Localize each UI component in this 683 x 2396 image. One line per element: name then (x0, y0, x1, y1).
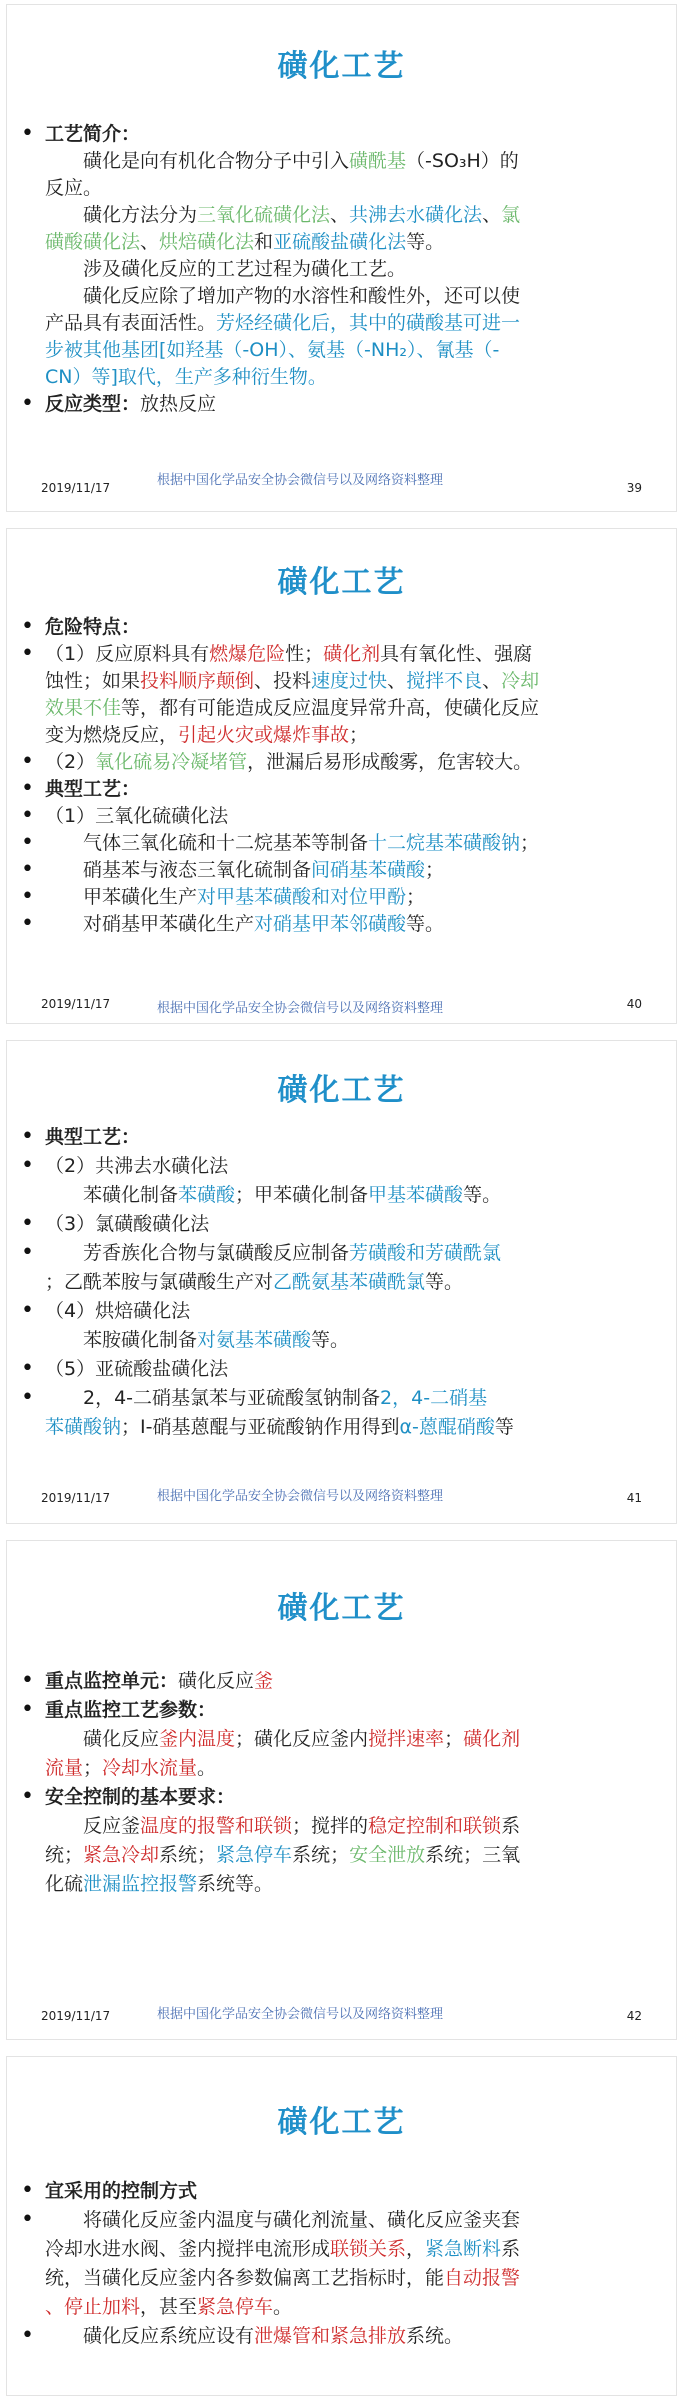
text-segment: 、停止加料 (45, 2296, 141, 2318)
text-segment: 危险特点： (45, 616, 141, 638)
text-segment: 流量 (45, 1757, 84, 1779)
text-segment: （4）烘焙磺化法 (45, 1300, 191, 1322)
text-line (45, 640, 646, 668)
text-line (45, 2264, 646, 2292)
text-segment: 统； (45, 1844, 84, 1866)
text-segment: 2，4-二硝基 (380, 1387, 488, 1409)
text-segment: 磺酰基 (349, 150, 407, 172)
text-segment: ；搅拌的 (292, 1815, 369, 1837)
text-segment: 化硫 (45, 1873, 84, 1895)
text-segment: 系统；三氧 (425, 1844, 521, 1866)
text-segment: 苯胺磺化制备 (45, 1329, 198, 1351)
text-line (45, 910, 646, 938)
slide-39 (6, 4, 677, 512)
page-number: 42 (626, 2009, 642, 2023)
text-segment: 系统。 (406, 2325, 464, 2347)
text-segment: 对氨基苯磺酸 (197, 1329, 312, 1351)
text-segment: 磺化方法分为 (45, 204, 198, 226)
footer-source: 根据中国化学品安全协会微信号以及网络资料整理 (157, 1489, 444, 1504)
text-segment: 磺化剂 (323, 643, 381, 665)
slide-title: 磺化工艺 (277, 1073, 406, 1108)
text-segment: 甲苯磺化生产 (45, 886, 198, 908)
text-segment: ；Ⅰ-硝基蒽醌与亚硫酸钠作用得到 (121, 1416, 400, 1438)
text-segment: 重点监控工艺参数： (45, 1699, 217, 1721)
text-segment: 紧急停车 (197, 2296, 274, 2318)
text-segment: 芳香族化合物与氯磺酸反应制备 (45, 1242, 350, 1264)
text-segment: 苯磺化制备 (45, 1184, 179, 1206)
text-segment: 泄漏监控报警 (83, 1873, 198, 1895)
text-segment: 重点监控单元： (45, 1670, 179, 1692)
text-segment: 硝基苯与液态三氧化硫制备 (45, 859, 312, 881)
text-line (45, 1152, 646, 1180)
text-segment: 芳烃经磺化后，其中的磺酸基可进一 (216, 312, 521, 334)
text-segment: （5）亚硫酸盐磺化法 (45, 1358, 229, 1380)
text-line (45, 883, 646, 911)
text-segment: 等。 (425, 1271, 464, 1293)
slide-title: 磺化工艺 (277, 49, 406, 84)
text-segment: ； (444, 1728, 464, 1750)
text-segment: 、 (482, 670, 502, 692)
text-segment: 系统； (159, 1844, 217, 1866)
text-line (45, 228, 646, 256)
footer-source: 根据中国化学品安全协会微信号以及网络资料整理 (157, 1001, 444, 1016)
text-segment: 紧急断料 (425, 2238, 502, 2260)
text-segment: α-蒽醌硝酸 (399, 1416, 495, 1438)
text-segment: 反应类型： (45, 393, 141, 415)
text-segment: 芳磺酸和芳磺酰氯 (349, 1242, 502, 1264)
text-segment: 步被其他基团[如羟基（-OH）、氨基（-NH₂）、氰基（- (45, 339, 500, 361)
text-line (45, 1268, 646, 1296)
text-segment: 等。 (463, 1184, 502, 1206)
text-segment: 、 (330, 204, 350, 226)
text-line (45, 1239, 646, 1267)
text-segment: 磺酸磺化法 (45, 231, 141, 253)
text-segment: 蚀性；如果 (45, 670, 141, 692)
text-segment: 、 (140, 231, 160, 253)
text-segment: 泄爆管和紧急排放 (254, 2325, 407, 2347)
text-segment: 烘焙磺化法 (159, 231, 255, 253)
text-segment: 反应。 (45, 177, 103, 199)
text-segment: 间硝基苯磺酸 (311, 859, 426, 881)
text-line (45, 721, 646, 749)
text-line (45, 201, 646, 229)
page-number: 40 (626, 997, 642, 1011)
text-segment: 亚硫酸盐磺化法 (273, 231, 407, 253)
text-line (45, 1783, 646, 1811)
text-line (45, 390, 646, 418)
text-line (45, 856, 646, 884)
text-segment: ； (520, 832, 540, 854)
text-segment: 搅拌速率 (368, 1728, 445, 1750)
text-segment: 十二烷基苯磺酸钠 (368, 832, 521, 854)
text-segment: 氧化硫易冷凝堵管 (95, 751, 248, 773)
text-segment: 系统； (292, 1844, 350, 1866)
text-segment: ， (406, 2238, 426, 2260)
text-segment: 典型工艺： (45, 1126, 141, 1148)
text-segment: 安全控制的基本要求： (45, 1786, 236, 1808)
slide-title: 磺化工艺 (277, 2105, 406, 2140)
text-segment: 对甲基苯磺酸和对位甲酚 (197, 886, 407, 908)
text-segment: 等，都有可能造成反应温度异常升高，使磺化反应 (121, 697, 540, 719)
text-segment: ，泄漏后易形成酸雾，危害较大。 (247, 751, 533, 773)
text-line (45, 1181, 646, 1209)
text-segment: 稳定控制和联锁 (368, 1815, 502, 1837)
text-line (45, 120, 646, 148)
text-segment: 磺化反应系统应设有 (45, 2325, 255, 2347)
page-number: 39 (626, 481, 642, 495)
text-segment: 变为燃烧反应， (45, 724, 179, 746)
text-segment: 磺化剂 (463, 1728, 521, 1750)
text-segment: ； (349, 724, 369, 746)
text-segment: 系统等。 (197, 1873, 274, 1895)
text-segment: 苯磺酸钠 (45, 1416, 122, 1438)
slide-title: 磺化工艺 (277, 1591, 406, 1626)
text-line (45, 1326, 646, 1354)
text-segment: 。 (273, 2296, 293, 2318)
text-segment: 磺化反应 (178, 1670, 255, 1692)
text-segment: 磺化反应除了增加产物的水溶性和酸性外，还可以使 (45, 285, 521, 307)
text-segment: ；甲苯磺化制备 (235, 1184, 369, 1206)
text-segment: 三氧化硫磺化法 (197, 204, 331, 226)
text-segment: ，甚至 (140, 2296, 198, 2318)
text-line (45, 255, 646, 283)
text-line (45, 667, 646, 695)
text-segment: 安全泄放 (349, 1844, 426, 1866)
text-segment: 氯 (501, 204, 521, 226)
text-segment: 引起火灾或爆炸事故 (178, 724, 350, 746)
text-segment: 涉及磺化反应的工艺过程为磺化工艺。 (45, 258, 407, 280)
text-segment: ； (83, 1757, 103, 1779)
slide-42 (6, 1540, 677, 2040)
text-segment: 2，4-二硝基氯苯与亚硫酸氢钠制备 (45, 1387, 381, 1409)
text-line (45, 2177, 646, 2205)
text-line (45, 1123, 646, 1151)
text-segment: 甲基苯磺酸 (368, 1184, 464, 1206)
text-segment: 联锁关系 (330, 2238, 407, 2260)
text-segment: 釜 (254, 1670, 274, 1692)
text-segment: 工艺简介： (45, 123, 141, 145)
text-segment: ； (406, 886, 426, 908)
page-number: 41 (626, 1491, 642, 1505)
text-segment: 和 (254, 231, 274, 253)
text-line (45, 1413, 646, 1441)
text-line (45, 1210, 646, 1238)
text-segment: 。 (197, 1757, 217, 1779)
text-segment: 速度过快 (311, 670, 388, 692)
text-line (45, 613, 646, 641)
text-segment: 系 (501, 2238, 521, 2260)
text-segment: 冷却水流量 (102, 1757, 198, 1779)
text-line (45, 1812, 646, 1840)
text-segment: 冷却水进水阀、釜内搅拌电流形成 (45, 2238, 331, 2260)
text-segment: 温度的报警和联锁 (140, 1815, 293, 1837)
text-line (45, 1384, 646, 1412)
text-segment: 系 (501, 1815, 521, 1837)
text-segment: 、 (387, 670, 407, 692)
slide-title: 磺化工艺 (277, 565, 406, 600)
text-segment: （2）共沸去水磺化法 (45, 1155, 229, 1177)
text-line (45, 1725, 646, 1753)
text-segment: 乙酰氨基苯磺酰氯 (273, 1271, 426, 1293)
text-line (45, 802, 646, 830)
text-segment: ；磺化反应釜内 (235, 1728, 369, 1750)
text-segment: 等 (494, 1416, 514, 1438)
text-segment: 投料顺序颠倒 (140, 670, 255, 692)
text-segment: （1）反应原料具有 (45, 643, 210, 665)
text-segment: 具有氧化性、强腐 (380, 643, 533, 665)
text-line (45, 829, 646, 857)
text-segment: （1）三氧化硫磺化法 (45, 805, 229, 827)
footer-date: 2019/11/17 (41, 481, 111, 495)
text-line (45, 2322, 646, 2350)
text-line (45, 694, 646, 722)
text-segment: 典型工艺： (45, 778, 141, 800)
text-segment: 性； (285, 643, 324, 665)
text-segment: 磺化反应 (45, 1728, 160, 1750)
text-line (45, 1297, 646, 1325)
text-segment: （-SO₃H）的 (406, 150, 519, 172)
text-line (45, 775, 646, 803)
footer-source: 根据中国化学品安全协会微信号以及网络资料整理 (157, 2007, 444, 2022)
text-line (45, 336, 646, 364)
text-segment: 搅拌不良 (406, 670, 483, 692)
text-segment: 磺化是向有机化合物分子中引入 (45, 150, 350, 172)
text-segment: 对硝基甲苯邻磺酸 (254, 913, 407, 935)
text-segment: 将磺化反应釜内温度与磺化剂流量、磺化反应釜夹套 (45, 2209, 521, 2231)
text-segment: 苯磺酸 (178, 1184, 236, 1206)
text-line (45, 748, 646, 776)
text-line (45, 309, 646, 337)
text-segment: 燃爆危险 (209, 643, 286, 665)
text-segment: 产品具有表面活性。 (45, 312, 217, 334)
text-segment: 冷却 (501, 670, 540, 692)
text-segment: 釜内温度 (159, 1728, 236, 1750)
text-segment: 紧急停车 (216, 1844, 293, 1866)
footer-source: 根据中国化学品安全协会微信号以及网络资料整理 (157, 473, 444, 488)
text-segment: 效果不佳 (45, 697, 122, 719)
text-segment: 气体三氧化硫和十二烷基苯等制备 (45, 832, 369, 854)
footer-date: 2019/11/17 (41, 2009, 111, 2023)
text-segment: 放热反应 (140, 393, 217, 415)
text-line (45, 1841, 646, 1869)
text-line (45, 147, 646, 175)
text-segment: 紧急冷却 (83, 1844, 160, 1866)
slide-40 (6, 528, 677, 1024)
text-line (45, 363, 646, 391)
text-segment: 、 (482, 204, 502, 226)
text-segment: 宜采用的控制方式 (45, 2180, 198, 2202)
text-line (45, 2293, 646, 2321)
text-segment: ； (425, 859, 445, 881)
text-segment: （3）氯磺酸磺化法 (45, 1213, 210, 1235)
text-segment: 等。 (406, 913, 445, 935)
footer-date: 2019/11/17 (41, 1491, 111, 1505)
text-segment: 共沸去水磺化法 (349, 204, 483, 226)
text-segment: 反应釜 (45, 1815, 141, 1837)
text-segment: 统，当磺化反应釜内各参数偏离工艺指标时，能 (45, 2267, 445, 2289)
text-segment: ；乙酰苯胺与氯磺酸生产对 (45, 1271, 274, 1293)
text-segment: （2） (45, 751, 96, 773)
footer-date: 2019/11/17 (41, 997, 111, 1011)
text-line (45, 282, 646, 310)
text-segment: 等。 (311, 1329, 350, 1351)
text-segment: 对硝基甲苯磺化生产 (45, 913, 255, 935)
text-line (45, 1696, 646, 1724)
text-line (45, 2235, 646, 2263)
text-line (45, 1870, 646, 1898)
text-line (45, 1667, 646, 1695)
text-segment: 、投料 (254, 670, 312, 692)
slide-43 (6, 2056, 677, 2396)
text-line (45, 1754, 646, 1782)
text-line (45, 2206, 646, 2234)
text-segment: 等。 (406, 231, 445, 253)
text-segment: 自动报警 (444, 2267, 521, 2289)
slide-41 (6, 1040, 677, 1524)
text-line (45, 1355, 646, 1383)
text-segment: CN）等]取代，生产多种衍生物。 (45, 366, 327, 388)
text-line (45, 174, 646, 202)
